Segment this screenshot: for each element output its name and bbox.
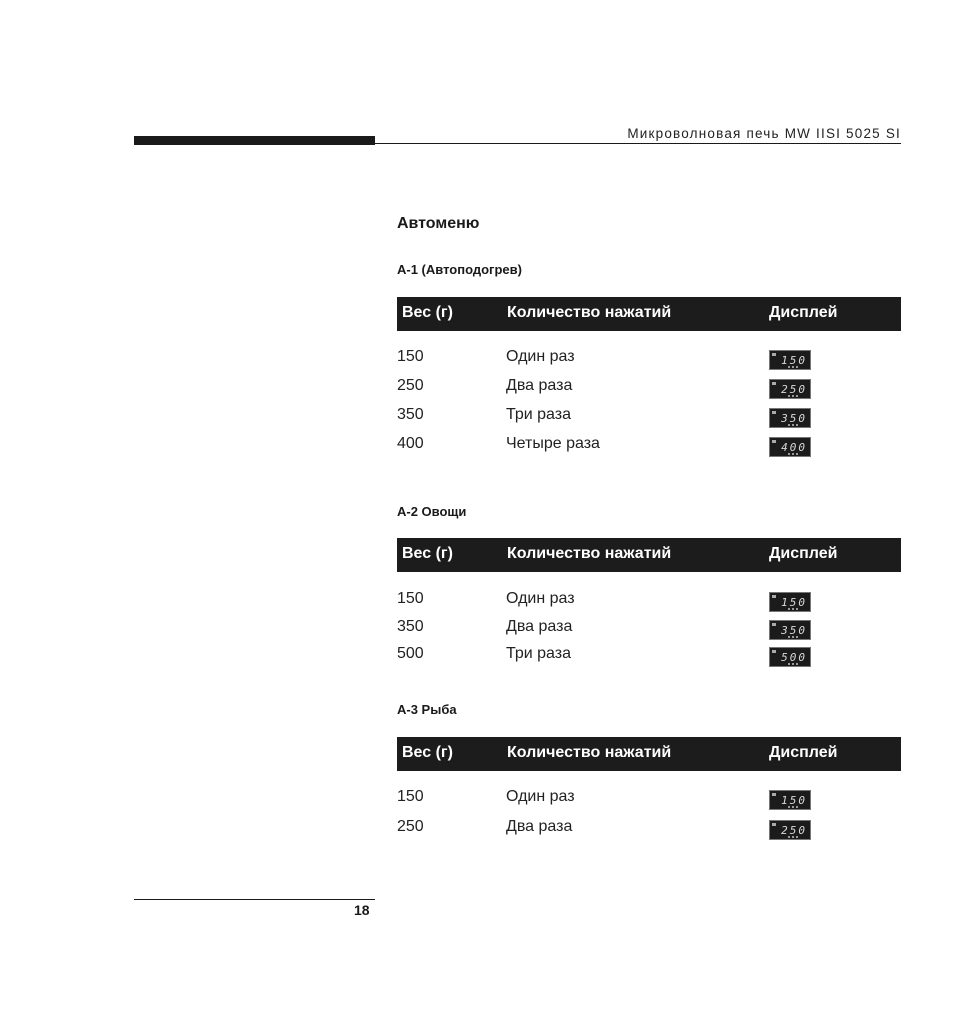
presses-cell: Один раз bbox=[506, 590, 575, 607]
page-title: Автоменю bbox=[397, 215, 480, 232]
table-header bbox=[397, 538, 901, 572]
weight-cell: 350 bbox=[397, 618, 424, 635]
display-icon bbox=[769, 620, 811, 640]
table-row bbox=[397, 590, 901, 614]
presses-cell: Один раз bbox=[506, 348, 575, 365]
column-display: Дисплей bbox=[769, 304, 838, 321]
display-value: 350 bbox=[781, 411, 807, 425]
table-row bbox=[397, 377, 901, 401]
section-title: А-1 (Автоподогрев) bbox=[397, 262, 522, 277]
section-title: А-2 Овощи bbox=[397, 504, 467, 519]
column-presses: Количество нажатий bbox=[507, 744, 672, 761]
table-row bbox=[397, 645, 901, 669]
presses-cell: Два раза bbox=[506, 377, 573, 394]
table-row bbox=[397, 618, 901, 642]
presses-cell: Три раза bbox=[506, 406, 572, 423]
presses-cell: Один раз bbox=[506, 788, 575, 805]
display-value: 350 bbox=[781, 623, 807, 637]
display-icon bbox=[769, 379, 811, 399]
display-icon bbox=[769, 790, 811, 810]
table-row bbox=[397, 435, 901, 459]
display-icon bbox=[769, 408, 811, 428]
weight-cell: 350 bbox=[397, 406, 424, 423]
column-presses: Количество нажатий bbox=[507, 304, 672, 321]
display-value: 150 bbox=[781, 353, 807, 367]
weight-cell: 250 bbox=[397, 818, 424, 835]
display-value: 500 bbox=[781, 650, 807, 664]
column-weight: Вес (г) bbox=[402, 744, 453, 761]
header-bar bbox=[134, 136, 375, 145]
display-value: 400 bbox=[781, 440, 807, 454]
section-title: А-3 Рыба bbox=[397, 702, 457, 717]
display-icon bbox=[769, 437, 811, 457]
weight-cell: 150 bbox=[397, 788, 424, 805]
presses-cell: Два раза bbox=[506, 618, 573, 635]
display-icon bbox=[769, 647, 811, 667]
table-header bbox=[397, 297, 901, 331]
presses-cell: Два раза bbox=[506, 818, 573, 835]
presses-cell: Четыре раза bbox=[506, 435, 600, 452]
display-value: 250 bbox=[781, 382, 807, 396]
table-row bbox=[397, 406, 901, 430]
presses-cell: Три раза bbox=[506, 645, 572, 662]
display-icon bbox=[769, 350, 811, 370]
header-rule bbox=[375, 143, 901, 144]
weight-cell: 400 bbox=[397, 435, 424, 452]
weight-cell: 150 bbox=[397, 348, 424, 365]
display-value: 150 bbox=[781, 595, 807, 609]
footer-rule bbox=[134, 899, 375, 900]
column-presses: Количество нажатий bbox=[507, 545, 672, 562]
table-row bbox=[397, 348, 901, 372]
column-display: Дисплей bbox=[769, 545, 838, 562]
display-icon bbox=[769, 820, 811, 840]
column-weight: Вес (г) bbox=[402, 304, 453, 321]
running-header: Микроволновая печь MW IISI 5025 SI bbox=[627, 126, 901, 141]
column-weight: Вес (г) bbox=[402, 545, 453, 562]
table-header bbox=[397, 737, 901, 771]
display-value: 150 bbox=[781, 793, 807, 807]
table-row bbox=[397, 788, 901, 812]
display-icon bbox=[769, 592, 811, 612]
table-row bbox=[397, 818, 901, 842]
weight-cell: 250 bbox=[397, 377, 424, 394]
weight-cell: 150 bbox=[397, 590, 424, 607]
weight-cell: 500 bbox=[397, 645, 424, 662]
display-value: 250 bbox=[781, 823, 807, 837]
page-number: 18 bbox=[354, 902, 370, 918]
column-display: Дисплей bbox=[769, 744, 838, 761]
